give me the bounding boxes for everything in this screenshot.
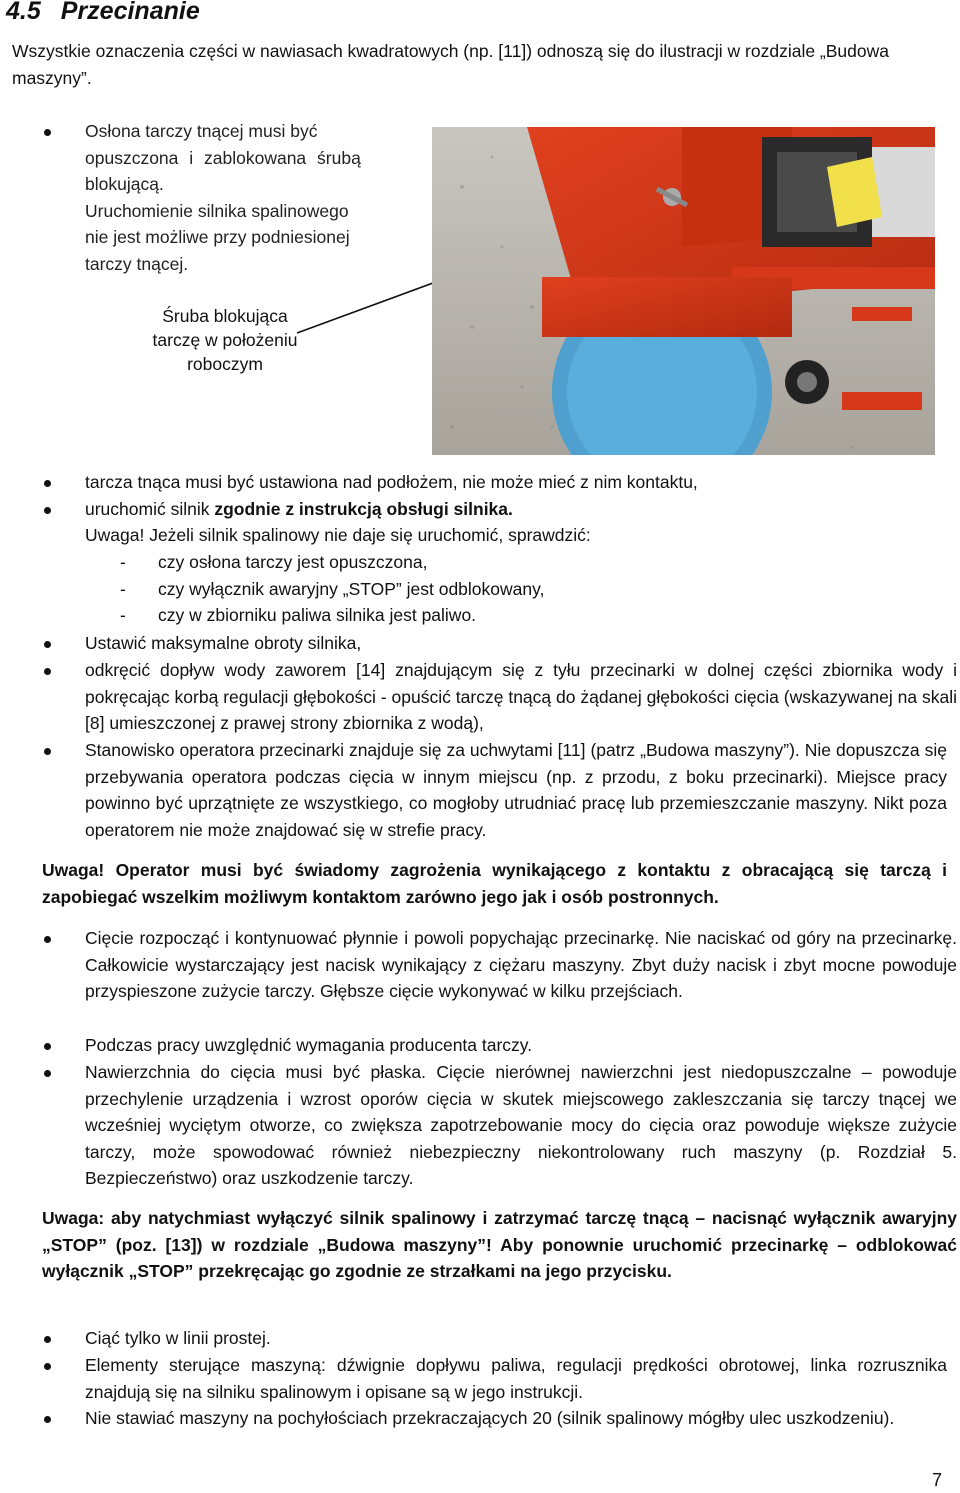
bullet-dot	[44, 480, 51, 487]
dash-text: czy wyłącznik awaryjny „STOP” jest odblokowany,	[158, 579, 545, 599]
bullet-dot	[44, 668, 51, 675]
dash-mark: -	[120, 552, 126, 572]
callout-line2: tarczę w położeniu	[152, 330, 298, 350]
section-title: Przecinanie	[60, 0, 200, 25]
bullet-dot	[44, 1363, 51, 1370]
list1-item2	[85, 496, 945, 523]
list2-item2: Podczas pracy uwzględnić wymagania producenta tarczy.	[85, 1035, 533, 1055]
bullet-dot	[44, 1043, 51, 1050]
list3-item2: Elementy sterujące maszyną: dźwignie dopływu paliwa, regulacji prędkości obrotowej, linka rozrusznika znajdują się na silniku spalinowym i opisane są w jego instrukcji.	[85, 1355, 947, 1402]
bullet-dot	[44, 1336, 51, 1343]
bullet-dot	[44, 507, 51, 514]
dash-mark: -	[120, 579, 126, 599]
bullet-dot	[44, 936, 51, 943]
warning-stop: Uwaga: aby natychmiast wyłączyć silnik spalinowy i zatrzymać tarczę tnącą – nacisnąć wyłącznik awaryjny „STOP” (poz. [13]) w rozdziale „Budowa maszyny”! Aby ponownie uruchomić przecinarkę – odblokować wyłącznik „STOP” przekręcając go zgodnie ze strzałkami na jego przycisku.	[42, 1208, 957, 1281]
top-bullet-line3: blokującą.	[85, 174, 164, 194]
item2-plain-text: uruchomić silnik	[85, 499, 215, 519]
list2-item1: Cięcie rozpocząć i kontynuować płynnie i powoli popychając przecinarkę. Nie naciskać od góry na przecinarkę. Całkowicie wystarczający jest nacisk wynikający z ciężaru maszyny. Zbyt duży nacisk i zbyt mocne powoduje przyspieszone zużycie tarczy. Głębsze cięcie wykonywać w kilku przejściach.	[85, 928, 957, 1001]
list3-item3: Nie stawiać maszyny na pochyłościach przekraczających 20 (silnik spalinowy mógłby ulec uszkodzeniu).	[85, 1408, 895, 1428]
list1-uwaga-line: Uwaga! Jeżeli silnik spalinowy nie daje się uruchomić, sprawdzić:	[85, 525, 591, 545]
list3-item1: Ciąć tylko w linii prostej.	[85, 1328, 271, 1348]
dash-mark: -	[120, 605, 126, 625]
dash-text: czy w zbiorniku paliwa silnika jest paliwo.	[158, 605, 477, 625]
concrete-saw-photo-icon	[432, 127, 935, 455]
list1-item4: odkręcić dopływ wody zaworem [14] znajdującym się z tyłu przecinarki w dolnej części zbiornika wody i pokręcając korbą regulacji głębokości - opuścić tarczę tnącą do żądanej głębokości cięcia (wskazywanej na skali [8] umieszczonej z prawej strony zbiornika z wodą),	[85, 660, 957, 733]
line1-text: Osłona tarczy tnącej musi być	[85, 121, 318, 141]
bullet-dot	[44, 1416, 51, 1423]
warning-operator: Uwaga! Operator musi być świadomy zagrożenia wynikającego z kontaktu z obracającą się tarczą i zapobiegać wszelkim możliwym kontaktom zarówno jego jak i osób postronnych.	[42, 860, 947, 907]
intro-paragraph: Wszystkie oznaczenia części w nawiasach kwadratowych (np. [11]) odnoszą się do ilustracji w rozdziale „Budowa maszyny”.	[12, 41, 889, 88]
list1-item5: Stanowisko operatora przecinarki znajduje się za uchwytami [11] (patrz „Budowa maszyny”). Nie dopuszcza się przebywania operatora podczas cięcia w innym miejscu (np. z przodu, z boku przecinarki). Miejsce pracy powinno być uprzątnięte ze wszystkiego, co mogłoby utrudniać pracę lub przemieszczanie maszyny. Nikt poza operatorem nie może znajdować się w strefie pracy.	[85, 740, 947, 840]
bullet-dot	[44, 641, 51, 648]
list1-item3: Ustawić maksymalne obroty silnika,	[85, 633, 362, 653]
check-dash-2	[120, 576, 544, 603]
top-bullet-line4: Uruchomienie silnika spalinowego	[85, 200, 349, 221]
callout-line1: Śruba blokująca	[162, 306, 288, 326]
section-number: 4.5	[6, 0, 41, 25]
top-bullet-line6: tarczy tnącej.	[85, 253, 189, 274]
check-dash-3	[120, 602, 476, 629]
bullet-dot	[44, 748, 51, 755]
item2-bold-text: zgodnie z instrukcją obsługi silnika.	[214, 499, 513, 519]
page-number: 7	[931, 1470, 942, 1490]
list1-item1: tarcza tnąca musi być ustawiona nad podłożem, nie może mieć z nim kontaktu,	[85, 472, 698, 492]
dash-text: czy osłona tarczy jest opuszczona,	[158, 552, 428, 572]
bullet-dot	[44, 1070, 51, 1077]
top-bullet-line2: opuszczona i zablokowana śrubą	[85, 147, 361, 168]
check-dash-1	[120, 549, 427, 576]
callout-line3: roboczym	[187, 354, 263, 374]
top-bullet-line5: nie jest możliwe przy podniesionej	[85, 227, 350, 247]
list2-item3: Nawierzchnia do cięcia musi być płaska. Cięcie nierównej nawierzchni jest niedopuszczalne – powoduje przechylenie urządzenia i wzrost oporów cięcia w skutek miejscowego zakleszczania się tarczy tnącej we wcześniej wyciętym otworze, co zwiększa zapotrzebowanie mocy do cięcia oraz powoduje większe zużycie tarczy, może spowodować również niebezpieczny niekontrolowany ruch maszyny (p. Rozdział 5. Bezpieczeństwo) oraz uszkodzenie tarczy.	[85, 1062, 957, 1188]
